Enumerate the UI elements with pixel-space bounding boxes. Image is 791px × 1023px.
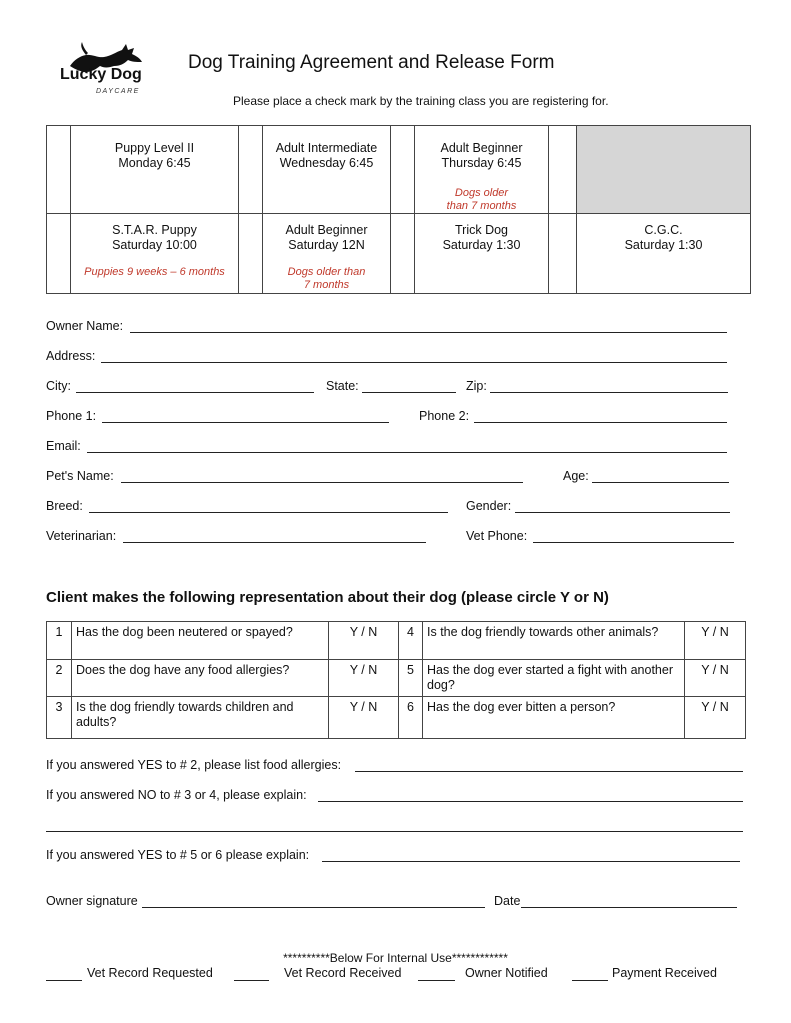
class-checkbox[interactable] [47, 126, 71, 214]
class-cell: Adult Beginner Saturday 12N Dogs older than 7 months [263, 214, 391, 294]
owner-name-field[interactable] [130, 332, 727, 333]
yes-no-choice[interactable]: Y / N [685, 622, 746, 660]
question-text: Has the dog ever bitten a person? [423, 697, 685, 739]
question-text: Has the dog ever started a fight with another dog? [423, 660, 685, 697]
class-note: Dogs older than 7 months [287, 266, 366, 291]
date-field[interactable] [521, 907, 737, 908]
class-selection-table [46, 125, 751, 294]
class-checkbox[interactable] [549, 126, 577, 214]
question-text: Has the dog been neutered or spayed? [72, 622, 329, 660]
yes-no-choice[interactable]: Y / N [685, 660, 746, 697]
class-checkbox[interactable] [391, 126, 415, 214]
address-label: Address: [46, 349, 96, 363]
date-label: Date [494, 894, 521, 908]
zip-field[interactable] [490, 392, 728, 393]
gender-label: Gender: [466, 499, 512, 513]
explain-3-4-field[interactable] [318, 801, 743, 802]
class-cell: Adult Beginner Thursday 6:45 Dogs older than 7 months [415, 126, 549, 214]
age-label: Age: [563, 469, 589, 483]
yes-no-choice[interactable]: Y / N [329, 660, 399, 697]
state-label: State: [326, 379, 359, 393]
owner-notified-label: Owner Notified [465, 966, 548, 980]
class-cell: C.G.C. Saturday 1:30 [577, 214, 751, 294]
veterinarian-label: Veterinarian: [46, 529, 117, 543]
email-label: Email: [46, 439, 81, 453]
payment-received-label: Payment Received [612, 966, 717, 980]
address-field[interactable] [101, 362, 727, 363]
pets-name-label: Pet's Name: [46, 469, 114, 483]
payment-received-blank[interactable] [572, 980, 608, 981]
age-field[interactable] [592, 482, 729, 483]
breed-field[interactable] [89, 512, 448, 513]
vet-record-received-blank[interactable] [234, 980, 269, 981]
state-field[interactable] [362, 392, 456, 393]
city-label: City: [46, 379, 71, 393]
question-text: Does the dog have any food allergies? [72, 660, 329, 697]
class-note: Dogs older than 7 months [446, 187, 517, 212]
email-field[interactable] [87, 452, 727, 453]
explain-5-6-field[interactable] [322, 861, 740, 862]
owner-signature-field[interactable] [142, 907, 485, 908]
instruction-text: Please place a check mark by the training class you are registering for. [233, 94, 609, 108]
class-checkbox[interactable] [239, 126, 263, 214]
city-field[interactable] [76, 392, 314, 393]
phone2-label: Phone 2: [419, 409, 470, 423]
class-cell: Trick Dog Saturday 1:30 [415, 214, 549, 294]
yes-no-choice[interactable]: Y / N [685, 697, 746, 739]
class-checkbox[interactable] [47, 214, 71, 294]
page-title: Dog Training Agreement and Release Form [188, 52, 555, 73]
class-checkbox[interactable] [549, 214, 577, 294]
yes-no-choice[interactable]: Y / N [329, 697, 399, 739]
logo-subtitle: DAYCARE [96, 88, 140, 95]
class-note: Puppies 9 weeks – 6 months [84, 266, 225, 278]
shaded-cell [577, 126, 751, 214]
question-number: 4 [399, 622, 423, 660]
pets-name-field[interactable] [121, 482, 523, 483]
question-number: 1 [47, 622, 72, 660]
logo-text: Lucky Dog [60, 66, 142, 83]
phone2-field[interactable] [474, 422, 727, 423]
class-checkbox[interactable] [239, 214, 263, 294]
veterinarian-field[interactable] [123, 542, 426, 543]
question-number: 3 [47, 697, 72, 739]
explain-3-4-field-cont[interactable] [46, 831, 743, 832]
explain-5-6-label: If you answered YES to # 5 or 6 please explain: [46, 848, 310, 862]
vet-record-requested-label: Vet Record Requested [87, 966, 213, 980]
class-cell: S.T.A.R. Puppy Saturday 10:00 Puppies 9 weeks – 6 months [71, 214, 239, 294]
questions-table [46, 621, 746, 739]
section-title: Client makes the following representation about their dog (please circle Y or N) [46, 589, 609, 606]
internal-use-heading: **********Below For Internal Use************ [283, 951, 508, 965]
phone1-field[interactable] [102, 422, 389, 423]
gender-field[interactable] [515, 512, 730, 513]
owner-signature-label: Owner signature [46, 894, 138, 908]
owner-notified-blank[interactable] [418, 980, 455, 981]
class-checkbox[interactable] [391, 214, 415, 294]
class-cell: Puppy Level II Monday 6:45 [71, 126, 239, 214]
vet-record-received-label: Vet Record Received [284, 966, 402, 980]
zip-label: Zip: [466, 379, 487, 393]
vet-phone-field[interactable] [533, 542, 734, 543]
question-number: 5 [399, 660, 423, 697]
vet-phone-label: Vet Phone: [466, 529, 528, 543]
allergies-label: If you answered YES to # 2, please list food allergies: [46, 758, 342, 772]
vet-record-requested-blank[interactable] [46, 980, 82, 981]
explain-3-4-label: If you answered NO to # 3 or 4, please explain: [46, 788, 307, 802]
breed-label: Breed: [46, 499, 83, 513]
phone1-label: Phone 1: [46, 409, 97, 423]
question-text: Is the dog friendly towards other animals? [423, 622, 685, 660]
question-text: Is the dog friendly towards children and adults? [72, 697, 329, 739]
owner-name-label: Owner Name: [46, 319, 124, 333]
question-number: 6 [399, 697, 423, 739]
class-cell: Adult Intermediate Wednesday 6:45 [263, 126, 391, 214]
yes-no-choice[interactable]: Y / N [329, 622, 399, 660]
question-number: 2 [47, 660, 72, 697]
allergies-field[interactable] [355, 771, 743, 772]
